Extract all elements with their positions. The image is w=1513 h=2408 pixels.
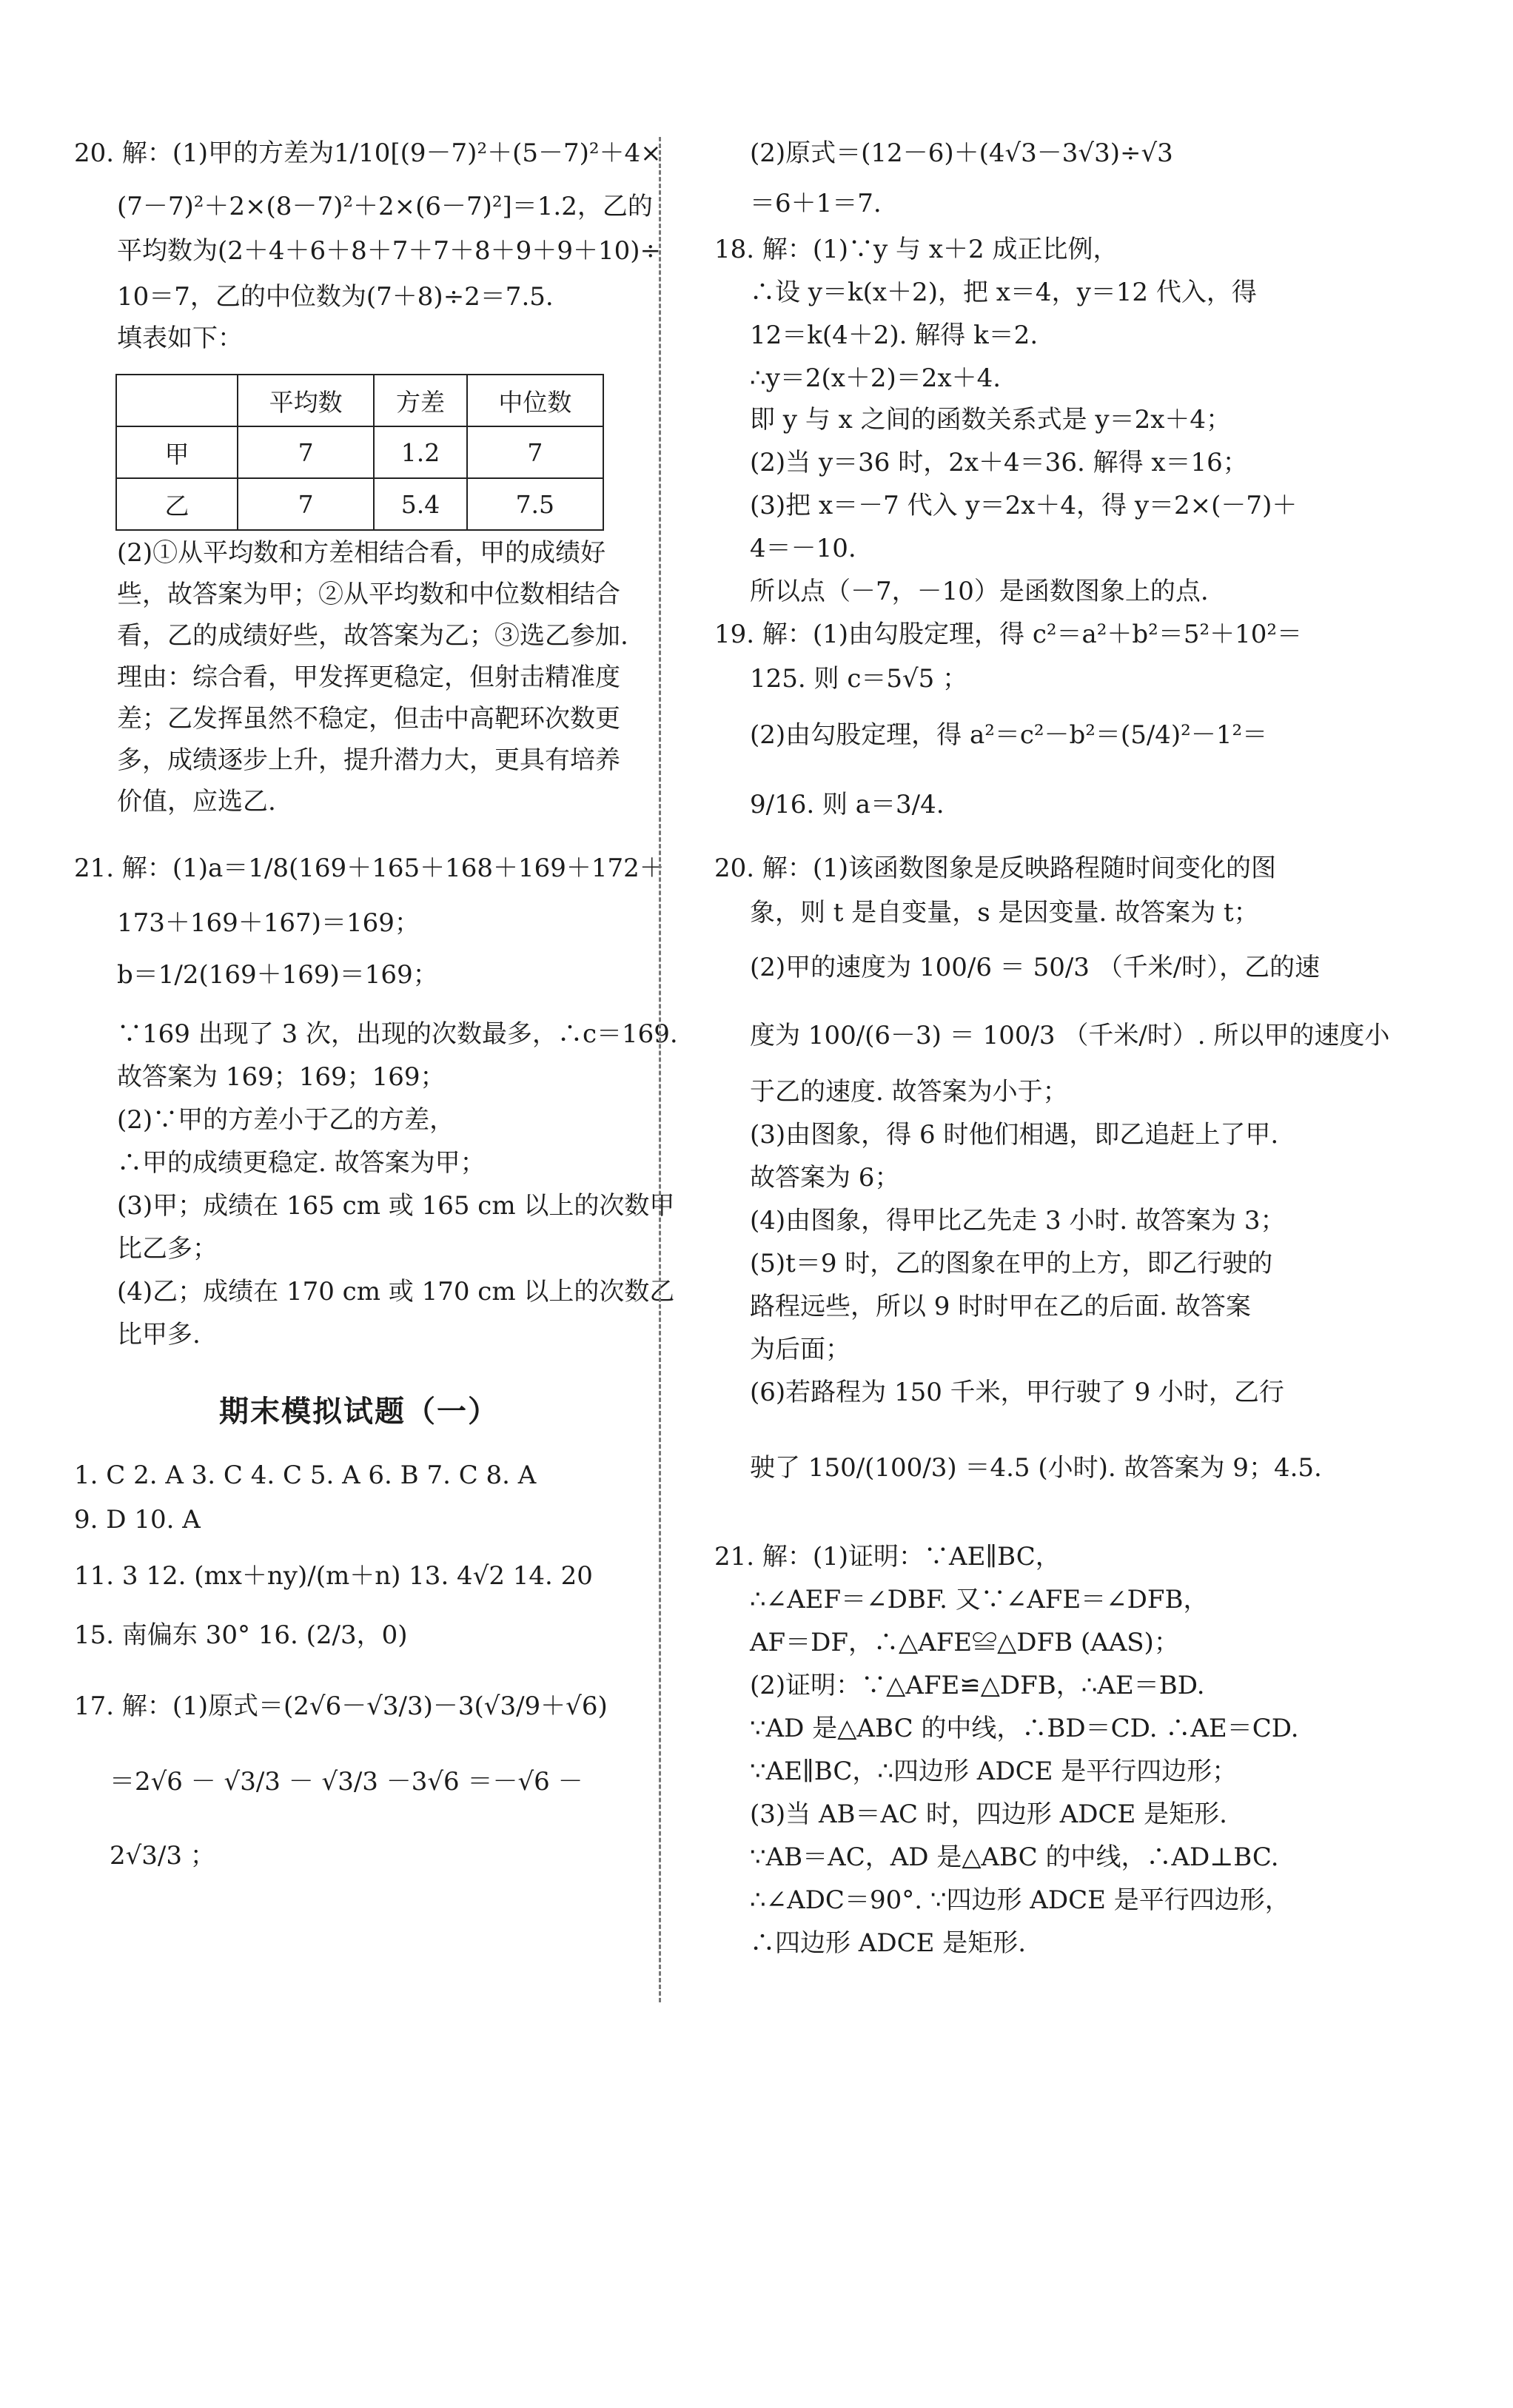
p20-line-11: 多，成绩逐步上升，提升潜力大，更具有培养: [117, 745, 620, 775]
p20r-line-12: (6)若路程为 150 千米，甲行驶了 9 小时，乙行: [750, 1378, 1284, 1407]
p21-line-10: (4)乙；成绩在 170 cm 或 170 cm 以上的次数乙: [117, 1277, 675, 1307]
p18-line-7: (3)把 x＝－7 代入 y＝2x＋4，得 y＝2×(－7)＋: [750, 491, 1298, 520]
p20-line-8: 看，乙的成绩好些，故答案为乙；③选乙参加.: [117, 621, 628, 651]
answers-line-3: 11. 3 12. (mx＋ny)/(m＋n) 13. 4√2 14. 20: [74, 1561, 593, 1591]
table-cell: 1.2: [374, 426, 466, 478]
p17-line-2: ＝2√6 － √3/3 － √3/3 －3√6 ＝－√6 －: [110, 1767, 583, 1797]
p21-line-3: b＝1/2(169＋169)＝169；: [117, 960, 438, 990]
table-cell: 7: [238, 478, 374, 530]
p20r-line-4: 度为 100/(6－3) ＝ 100/3 （千米/时）. 所以甲的速度小: [750, 1021, 1390, 1050]
p20r-line-6: (3)由图象，得 6 时他们相遇，即乙追赶上了甲.: [750, 1120, 1279, 1150]
p21-line-5: 故答案为 169；169；169；: [117, 1062, 446, 1092]
answers-line-4: 15. 南偏东 30° 16. (2/3，0): [74, 1620, 408, 1650]
p21r-line-6: ∵AE∥BC，∴四边形 ADCE 是平行四边形；: [750, 1757, 1238, 1786]
p20r-line-3: (2)甲的速度为 100/6 ＝ 50/3 （千米/时），乙的速: [750, 953, 1321, 982]
p18-line-6: (2)当 y＝36 时，2x＋4＝36. 解得 x＝16；: [750, 448, 1248, 477]
table-row: [116, 478, 603, 530]
p19-line-3: (2)由勾股定理，得 a²＝c²－b²＝(5/4)²－1²＝: [750, 720, 1268, 750]
table-header-cell: 方差: [374, 375, 466, 426]
p17b-line-2: ＝6＋1＝7.: [750, 189, 882, 218]
p20-line-6: (2)①从平均数和方差相结合看，甲的成绩好: [117, 538, 606, 568]
table-header-cell: 平均数: [238, 375, 374, 426]
p20-line-7: 些，故答案为甲；②从平均数和中位数相结合: [117, 580, 620, 609]
p20r-line-7: 故答案为 6；: [750, 1163, 900, 1193]
table-row: [116, 426, 603, 478]
column-divider: [659, 137, 661, 2002]
p17b-line-1: (2)原式＝(12－6)＋(4√3－3√3)÷√3: [750, 138, 1173, 168]
p18-line-3: 12＝k(4＋2). 解得 k＝2.: [750, 321, 1039, 350]
p20-line-3: 平均数为(2＋4＋6＋8＋7＋7＋8＋9＋9＋10)÷: [117, 236, 661, 266]
p19-line-4: 9/16. 则 a＝3/4.: [750, 790, 945, 819]
p21-line-6: (2)∵甲的方差小于乙的方差，: [117, 1105, 455, 1135]
p19-line-1: 19. 解：(1)由勾股定理，得 c²＝a²＋b²＝5²＋10²＝: [714, 620, 1302, 649]
p20-line-12: 价值，应选乙.: [117, 787, 276, 816]
p19-line-2: 125. 则 c＝5√5 ；: [750, 664, 968, 694]
p21r-line-8: ∵AB＝AC，AD 是△ABC 的中线，∴AD⊥BC.: [750, 1842, 1279, 1872]
table-header-row: [116, 375, 603, 426]
table-cell: 7: [467, 426, 603, 478]
table-cell: 7: [238, 426, 374, 478]
table-cell: 5.4: [374, 478, 466, 530]
p20-line-1: 20. 解：(1)甲的方差为1/10[(9－7)²＋(5－7)²＋4×: [74, 138, 662, 168]
p21-line-7: ∴甲的成绩更稳定. 故答案为甲；: [117, 1148, 486, 1178]
table-cell: 甲: [116, 426, 238, 478]
p18-line-9: 所以点（－7，－10）是函数图象上的点.: [750, 577, 1209, 606]
p21-line-2: 173＋169＋167)＝169；: [117, 908, 420, 938]
table-cell: 7.5: [467, 478, 603, 530]
answers-line-1: 1. C 2. A 3. C 4. C 5. A 6. B 7. C 8. A: [74, 1460, 537, 1490]
answers-line-2: 9. D 10. A: [74, 1505, 201, 1535]
p21r-line-9: ∴∠ADC＝90°. ∵四边形 ADCE 是平行四边形，: [750, 1885, 1290, 1915]
p20r-line-1: 20. 解：(1)该函数图象是反映路程随时间变化的图: [714, 853, 1277, 883]
p21-line-8: (3)甲；成绩在 165 cm 或 165 cm 以上的次数甲: [117, 1191, 675, 1221]
p21r-line-4: (2)证明：∵△AFE≌△DFB，∴AE＝BD.: [750, 1671, 1205, 1700]
p21r-line-2: ∴∠AEF＝∠DBF. 又∵∠AFE＝∠DFB，: [750, 1585, 1209, 1614]
p21r-line-10: ∴四边形 ADCE 是矩形.: [750, 1928, 1027, 1958]
p18-line-4: ∴y＝2(x＋2)＝2x＋4.: [750, 363, 1002, 393]
p20-line-2: (7－7)²＋2×(8－7)²＋2×(6－7)²]＝1.2，乙的: [117, 192, 653, 221]
p20-line-10: 差；乙发挥虽然不稳定，但击中高靶环次数更: [117, 704, 620, 734]
p20r-line-9: (5)t＝9 时，乙的图象在甲的上方，即乙行驶的: [750, 1249, 1273, 1278]
p17-line-3: 2√3/3 ；: [110, 1841, 215, 1871]
p20r-line-2: 象，则 t 是自变量，s 是因变量. 故答案为 t；: [750, 898, 1259, 928]
p20-line-4: 10＝7，乙的中位数为(7＋8)÷2＝7.5.: [117, 282, 554, 312]
p20-line-5: 填表如下：: [117, 323, 243, 353]
p21-line-11: 比甲多.: [117, 1320, 201, 1349]
p21-line-4: ∵169 出现了 3 次，出现的次数最多，∴c＝169.: [117, 1019, 678, 1049]
p20r-line-10: 路程远些，所以 9 时时甲在乙的后面. 故答案: [750, 1292, 1251, 1321]
p20-line-9: 理由：综合看，甲发挥更稳定，但射击精准度: [117, 663, 620, 692]
p20r-line-8: (4)由图象，得甲比乙先走 3 小时. 故答案为 3；: [750, 1206, 1286, 1235]
p18-line-2: ∴设 y＝k(x＋2)，把 x＝4，y＝12 代入，得: [750, 278, 1257, 307]
p21-line-1: 21. 解：(1)a＝1/8(169＋165＋168＋169＋172＋: [74, 853, 665, 883]
p18-line-5: 即 y 与 x 之间的函数关系式是 y＝2x＋4；: [750, 405, 1232, 435]
p20r-line-11: 为后面；: [750, 1335, 851, 1364]
table-header-cell: 中位数: [467, 375, 603, 426]
p21r-line-7: (3)当 AB＝AC 时，四边形 ADCE 是矩形.: [750, 1800, 1227, 1829]
p18-line-1: 18. 解：(1)∵y 与 x＋2 成正比例，: [714, 235, 1118, 264]
section-title: 期末模拟试题（一）: [219, 1394, 499, 1429]
p20r-line-13: 驶了 150/(100/3) ＝4.5 (小时). 故答案为 9；4.5.: [750, 1453, 1322, 1483]
p21-line-9: 比乙多；: [117, 1234, 218, 1264]
p17-line-1: 17. 解：(1)原式＝(2√6－√3/3)－3(√3/9＋√6): [74, 1691, 608, 1721]
p21r-line-5: ∵AD 是△ABC 的中线，∴BD＝CD. ∴AE＝CD.: [750, 1714, 1299, 1743]
table-header-cell: [116, 375, 238, 426]
p20r-line-5: 于乙的速度. 故答案为小于；: [750, 1077, 1068, 1107]
p18-line-8: 4＝－10.: [750, 534, 856, 563]
p21r-line-1: 21. 解：(1)证明：∵AE∥BC，: [714, 1542, 1061, 1572]
stats-table: [115, 374, 604, 531]
p21r-line-3: AF＝DF，∴△AFE≌△DFB (AAS)；: [750, 1628, 1179, 1657]
table-cell: 乙: [116, 478, 238, 530]
